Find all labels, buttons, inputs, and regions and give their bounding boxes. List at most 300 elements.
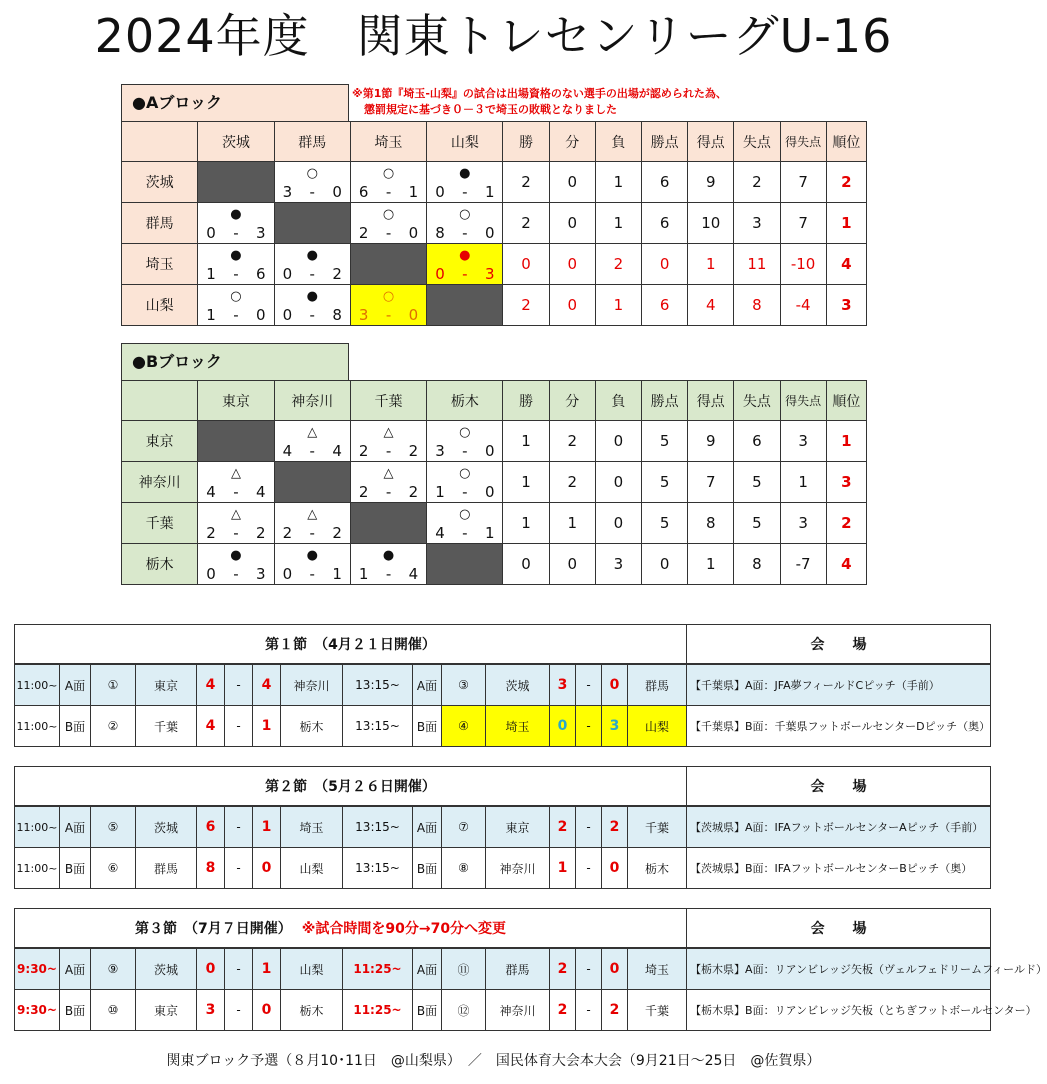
stat-column-header: 得点	[688, 381, 734, 421]
score-dash: -	[576, 848, 602, 889]
team-row-header: 埼玉	[122, 244, 198, 285]
round-header-row	[15, 767, 991, 807]
stat-cell: 4	[688, 285, 734, 326]
score-dash: -	[309, 564, 315, 583]
score-dash: -	[462, 523, 468, 542]
score-against: 1	[484, 523, 495, 542]
home-score: 3	[197, 990, 225, 1031]
score-dash: -	[309, 264, 315, 283]
kickoff-time: 11:25~	[343, 948, 413, 990]
match-score	[351, 183, 426, 201]
team-row-header: 千葉	[122, 503, 198, 544]
score-dash: -	[462, 264, 468, 283]
match-score	[275, 442, 350, 460]
match-result-cell	[198, 285, 274, 326]
team-row	[122, 503, 867, 544]
match-score	[198, 524, 273, 542]
score-dash: -	[576, 806, 602, 848]
match-result-cell	[198, 244, 274, 285]
match-result-cell	[198, 203, 274, 244]
match-number: ⑧	[442, 848, 486, 889]
match-score	[351, 565, 426, 583]
score-for: 1	[206, 264, 216, 283]
result-symbol: ○	[382, 206, 395, 222]
stat-cell: 6	[642, 203, 688, 244]
team-row	[122, 203, 867, 244]
score-dash: -	[385, 441, 392, 460]
match-number: ①	[91, 664, 136, 706]
match-score	[275, 565, 350, 583]
match-result-cell	[427, 462, 503, 503]
kickoff-time: 9:30~	[15, 990, 60, 1031]
score-for: 3	[435, 441, 445, 460]
self-match-cell	[427, 285, 503, 326]
stat-column-header: 勝	[503, 122, 549, 162]
field: B面	[413, 990, 442, 1031]
score-dash: -	[576, 990, 602, 1031]
header-row	[122, 381, 867, 421]
score-dash: -	[225, 706, 253, 747]
score-dash: -	[225, 948, 253, 990]
match-number: ④	[442, 706, 486, 747]
home-team: 神奈川	[486, 990, 550, 1031]
result-symbol: ○	[382, 165, 395, 181]
round-header-row	[15, 909, 991, 949]
team-row-header: 群馬	[122, 203, 198, 244]
match-result-cell	[350, 285, 426, 326]
away-score: 0	[602, 848, 628, 889]
corner-cell	[122, 122, 198, 162]
stat-column-header: 失点	[734, 381, 780, 421]
score-dash: -	[576, 664, 602, 706]
match-score	[427, 442, 502, 460]
venue-header: 会 場	[687, 625, 991, 665]
match-number: ⑨	[91, 948, 136, 990]
stat-cell: 1	[595, 285, 641, 326]
stat-column-header: 得失点	[780, 381, 826, 421]
rank-cell: 3	[826, 462, 866, 503]
result-symbol: ○	[459, 206, 471, 222]
away-team: 栃木	[628, 848, 687, 889]
match-result-cell	[350, 462, 426, 503]
match-result-cell	[427, 421, 503, 462]
team-row-header: 栃木	[122, 544, 198, 585]
field: B面	[60, 848, 91, 889]
score-for: 0	[282, 305, 293, 324]
team-row	[122, 162, 867, 203]
score-dash: -	[385, 564, 392, 583]
score-dash: -	[462, 441, 468, 460]
score-against: 2	[408, 482, 419, 501]
match-score	[275, 524, 350, 542]
stat-cell: 11	[734, 244, 780, 285]
stat-cell: 1	[595, 203, 641, 244]
stat-column-header: 順位	[826, 381, 866, 421]
match-score	[275, 183, 350, 201]
away-team: 神奈川	[281, 664, 343, 706]
away-team: 山梨	[281, 848, 343, 889]
score-for: 3	[282, 182, 293, 201]
stat-cell: -4	[780, 285, 826, 326]
stat-column-header: 順位	[826, 122, 866, 162]
round-title	[15, 625, 687, 665]
score-dash: -	[233, 223, 239, 242]
stat-cell: 0	[549, 162, 595, 203]
stat-cell: 0	[642, 544, 688, 585]
team-row	[122, 544, 867, 585]
team-row	[122, 285, 867, 326]
result-symbol: ●	[459, 247, 471, 263]
stat-cell: 2	[549, 462, 595, 503]
stat-cell: 3	[595, 544, 641, 585]
stat-column-header: 勝点	[642, 122, 688, 162]
rank-cell: 2	[826, 503, 866, 544]
result-symbol: ○	[230, 288, 242, 304]
stat-cell: 2	[549, 421, 595, 462]
team-row	[122, 421, 867, 462]
match-score	[427, 265, 502, 283]
self-match-cell	[427, 544, 503, 585]
score-for: 3	[358, 305, 369, 324]
score-for: 0	[435, 182, 445, 201]
match-result-cell	[350, 421, 426, 462]
score-dash: -	[385, 482, 392, 501]
match-score	[427, 483, 502, 501]
score-dash: -	[225, 664, 253, 706]
stat-cell: -10	[780, 244, 826, 285]
team-row-header: 山梨	[122, 285, 198, 326]
stat-cell: 6	[642, 285, 688, 326]
score-dash: -	[233, 523, 239, 542]
score-against: 2	[332, 264, 342, 283]
kickoff-time: 13:15~	[343, 664, 413, 706]
result-symbol: ○	[459, 424, 471, 440]
score-for: 0	[282, 264, 293, 283]
score-dash: -	[233, 305, 239, 324]
stat-cell: 0	[595, 462, 641, 503]
self-match-cell	[274, 462, 350, 503]
score-for: 4	[435, 523, 445, 542]
result-symbol: △	[307, 424, 318, 440]
away-score: 0	[602, 664, 628, 706]
team-column-header: 群馬	[274, 122, 350, 162]
stat-column-header: 得点	[688, 122, 734, 162]
score-against: 0	[332, 182, 342, 201]
team-row	[122, 244, 867, 285]
block-a-standings-table	[121, 121, 867, 326]
team-column-header: 神奈川	[274, 381, 350, 421]
score-dash: -	[309, 182, 315, 201]
round-title	[15, 767, 687, 807]
block-a-note-line2: 懲罰規定に基づき０－３で埼玉の敗戦となりました	[364, 103, 617, 116]
match-result-cell	[274, 162, 350, 203]
score-for: 8	[435, 223, 445, 242]
block-a-note	[352, 86, 727, 118]
field: B面	[413, 848, 442, 889]
rank-cell: 3	[826, 285, 866, 326]
result-symbol: ○	[382, 288, 395, 304]
field: B面	[413, 706, 442, 747]
stat-cell: 1	[780, 462, 826, 503]
away-team: 千葉	[628, 990, 687, 1031]
stat-column-header: 勝	[503, 381, 549, 421]
score-for: 0	[206, 564, 216, 583]
score-against: 3	[484, 264, 495, 283]
away-score: 2	[602, 806, 628, 848]
away-score: 3	[602, 706, 628, 747]
result-symbol: ●	[459, 165, 471, 181]
stat-cell: 0	[549, 244, 595, 285]
home-score: 8	[197, 848, 225, 889]
match-result-cell	[427, 203, 503, 244]
stat-cell: 1	[688, 244, 734, 285]
home-team: 群馬	[486, 948, 550, 990]
result-symbol: ●	[230, 247, 242, 263]
match-result-cell	[198, 462, 274, 503]
team-row-header: 茨城	[122, 162, 198, 203]
home-score: 4	[197, 664, 225, 706]
block-b-standings-table	[121, 380, 867, 585]
score-for: 1	[435, 482, 445, 501]
match-row	[15, 806, 991, 848]
home-score: 6	[197, 806, 225, 848]
home-score: 2	[550, 948, 576, 990]
match-score	[351, 442, 426, 460]
stat-cell: 5	[642, 462, 688, 503]
team-column-header: 山梨	[427, 122, 503, 162]
away-team: 栃木	[281, 706, 343, 747]
score-against: 4	[256, 482, 266, 501]
score-against: 2	[408, 441, 419, 460]
home-team: 茨城	[486, 664, 550, 706]
away-team: 栃木	[281, 990, 343, 1031]
score-dash: -	[233, 564, 239, 583]
stat-cell: 9	[688, 162, 734, 203]
result-symbol: ○	[306, 165, 318, 181]
home-team: 東京	[136, 990, 197, 1031]
venue-name: 【千葉県】B面：千葉県フットボールセンターDピッチ（奥）	[687, 706, 991, 747]
schedule-round-2	[14, 766, 991, 889]
stat-cell: 0	[503, 544, 549, 585]
result-symbol: △	[230, 506, 241, 522]
match-number: ⑤	[91, 806, 136, 848]
stat-cell: 5	[734, 462, 780, 503]
footer-note: 関東ブロック予選（８月10･11日 @山梨県） ／ 国民体育大会本大会（9月21日～25日 @佐賀県）	[166, 1053, 821, 1069]
match-number: ②	[91, 706, 136, 747]
team-row-header: 神奈川	[122, 462, 198, 503]
field: A面	[60, 948, 91, 990]
team-column-header: 千葉	[350, 381, 426, 421]
home-team: 群馬	[136, 848, 197, 889]
home-score: 0	[197, 948, 225, 990]
team-column-header: 埼玉	[350, 122, 426, 162]
result-symbol: △	[383, 424, 394, 440]
match-number: ⑫	[442, 990, 486, 1031]
stat-cell: 8	[688, 503, 734, 544]
stat-cell: 1	[503, 421, 549, 462]
kickoff-time: 11:00~	[15, 806, 60, 848]
stat-cell: 6	[642, 162, 688, 203]
score-against: 2	[332, 523, 342, 542]
match-result-cell	[427, 162, 503, 203]
match-score	[427, 183, 502, 201]
match-result-cell	[274, 285, 350, 326]
stat-cell: 0	[642, 244, 688, 285]
score-for: 2	[282, 523, 293, 542]
stat-column-header: 分	[549, 381, 595, 421]
score-against: 0	[484, 482, 495, 501]
stat-cell: 0	[549, 544, 595, 585]
block-b-header	[121, 343, 349, 380]
score-against: 0	[484, 223, 495, 242]
home-score: 4	[197, 706, 225, 747]
stat-cell: -7	[780, 544, 826, 585]
away-team: 千葉	[628, 806, 687, 848]
match-score	[427, 524, 502, 542]
match-score	[198, 483, 273, 501]
venue-name: 【茨城県】A面：IFAフットボールセンターAピッチ（手前）	[687, 806, 991, 848]
home-team: 埼玉	[486, 706, 550, 747]
stat-cell: 5	[642, 421, 688, 462]
score-dash: -	[233, 264, 239, 283]
stat-cell: 7	[688, 462, 734, 503]
self-match-cell	[198, 162, 274, 203]
stat-cell: 8	[734, 285, 780, 326]
home-team: 神奈川	[486, 848, 550, 889]
away-score: 0	[602, 948, 628, 990]
block-a-note-line1: ※第1節『埼玉-山梨』の試合は出場資格のない選手の出場が認められた為、	[352, 87, 727, 100]
home-score: 1	[550, 848, 576, 889]
score-for: 2	[358, 482, 369, 501]
score-against: 3	[256, 223, 266, 242]
score-for: 0	[435, 264, 445, 283]
team-row	[122, 462, 867, 503]
round-title	[15, 909, 687, 949]
stat-cell: 0	[595, 421, 641, 462]
stat-cell: 0	[549, 203, 595, 244]
result-symbol: ●	[382, 547, 395, 563]
self-match-cell	[350, 503, 426, 544]
score-dash: -	[225, 806, 253, 848]
match-row	[15, 664, 991, 706]
stat-cell: 2	[503, 285, 549, 326]
result-symbol: ●	[230, 206, 242, 222]
match-row	[15, 706, 991, 747]
result-symbol: △	[383, 465, 394, 481]
kickoff-time: 11:00~	[15, 848, 60, 889]
score-for: 4	[282, 441, 293, 460]
kickoff-time: 11:25~	[343, 990, 413, 1031]
home-team: 茨城	[136, 948, 197, 990]
result-symbol: ●	[306, 547, 318, 563]
match-score	[198, 265, 273, 283]
score-dash: -	[309, 523, 315, 542]
home-score: 0	[550, 706, 576, 747]
score-for: 2	[358, 223, 369, 242]
stat-column-header: 勝点	[642, 381, 688, 421]
match-result-cell	[350, 544, 426, 585]
match-row	[15, 990, 991, 1031]
stat-cell: 3	[780, 503, 826, 544]
stat-cell: 1	[503, 503, 549, 544]
self-match-cell	[274, 203, 350, 244]
home-score: 2	[550, 990, 576, 1031]
stat-cell: 5	[642, 503, 688, 544]
rank-cell: 2	[826, 162, 866, 203]
score-for: 6	[358, 182, 369, 201]
match-row	[15, 848, 991, 889]
away-score: 2	[602, 990, 628, 1031]
match-result-cell	[350, 203, 426, 244]
round-date: 第３節 （7月７日開催）	[135, 921, 292, 937]
score-against: 0	[408, 223, 419, 242]
match-result-cell	[274, 244, 350, 285]
score-against: 0	[256, 305, 266, 324]
header-row	[122, 122, 867, 162]
stat-column-header: 失点	[734, 122, 780, 162]
block-a-header	[121, 84, 349, 121]
stat-column-header: 負	[595, 381, 641, 421]
score-against: 1	[332, 564, 342, 583]
match-score	[351, 483, 426, 501]
venue-name: 【茨城県】B面：IFAフットボールセンターBピッチ（奥）	[687, 848, 991, 889]
home-score: 3	[550, 664, 576, 706]
match-result-cell	[427, 503, 503, 544]
score-against: 6	[256, 264, 266, 283]
home-team: 千葉	[136, 706, 197, 747]
kickoff-time: 11:00~	[15, 664, 60, 706]
kickoff-time: 13:15~	[343, 706, 413, 747]
field: A面	[413, 806, 442, 848]
match-row	[15, 948, 991, 990]
score-dash: -	[462, 223, 468, 242]
score-against: 1	[408, 182, 419, 201]
stat-column-header: 得失点	[780, 122, 826, 162]
venue-name: 【栃木県】A面：リアンビレッジ矢板（ヴェルフェドリームフィールド）	[687, 948, 991, 990]
rank-cell: 1	[826, 203, 866, 244]
match-number: ⑪	[442, 948, 486, 990]
score-against: 4	[408, 564, 419, 583]
score-against: 0	[484, 441, 495, 460]
stat-cell: 7	[780, 162, 826, 203]
rank-cell: 4	[826, 244, 866, 285]
score-dash: -	[462, 482, 468, 501]
stat-cell: 2	[503, 162, 549, 203]
kickoff-time: 13:15~	[343, 806, 413, 848]
stat-cell: 8	[734, 544, 780, 585]
rank-cell: 1	[826, 421, 866, 462]
home-score: 2	[550, 806, 576, 848]
away-score: 0	[253, 848, 281, 889]
kickoff-time: 13:15~	[343, 848, 413, 889]
stat-cell: 3	[734, 203, 780, 244]
corner-cell	[122, 381, 198, 421]
match-score	[351, 306, 426, 324]
stat-cell: 0	[595, 503, 641, 544]
score-dash: -	[225, 848, 253, 889]
score-dash: -	[233, 482, 239, 501]
stat-cell: 1	[595, 162, 641, 203]
score-against: 8	[332, 305, 342, 324]
score-dash: -	[576, 706, 602, 747]
stat-cell: 1	[688, 544, 734, 585]
score-against: 2	[256, 523, 266, 542]
field: B面	[60, 990, 91, 1031]
stat-cell: 1	[549, 503, 595, 544]
score-dash: -	[225, 990, 253, 1031]
venue-name: 【栃木県】B面：リアンビレッジ矢板（とちぎフットボールセンター）	[687, 990, 991, 1031]
stat-cell: 5	[734, 503, 780, 544]
